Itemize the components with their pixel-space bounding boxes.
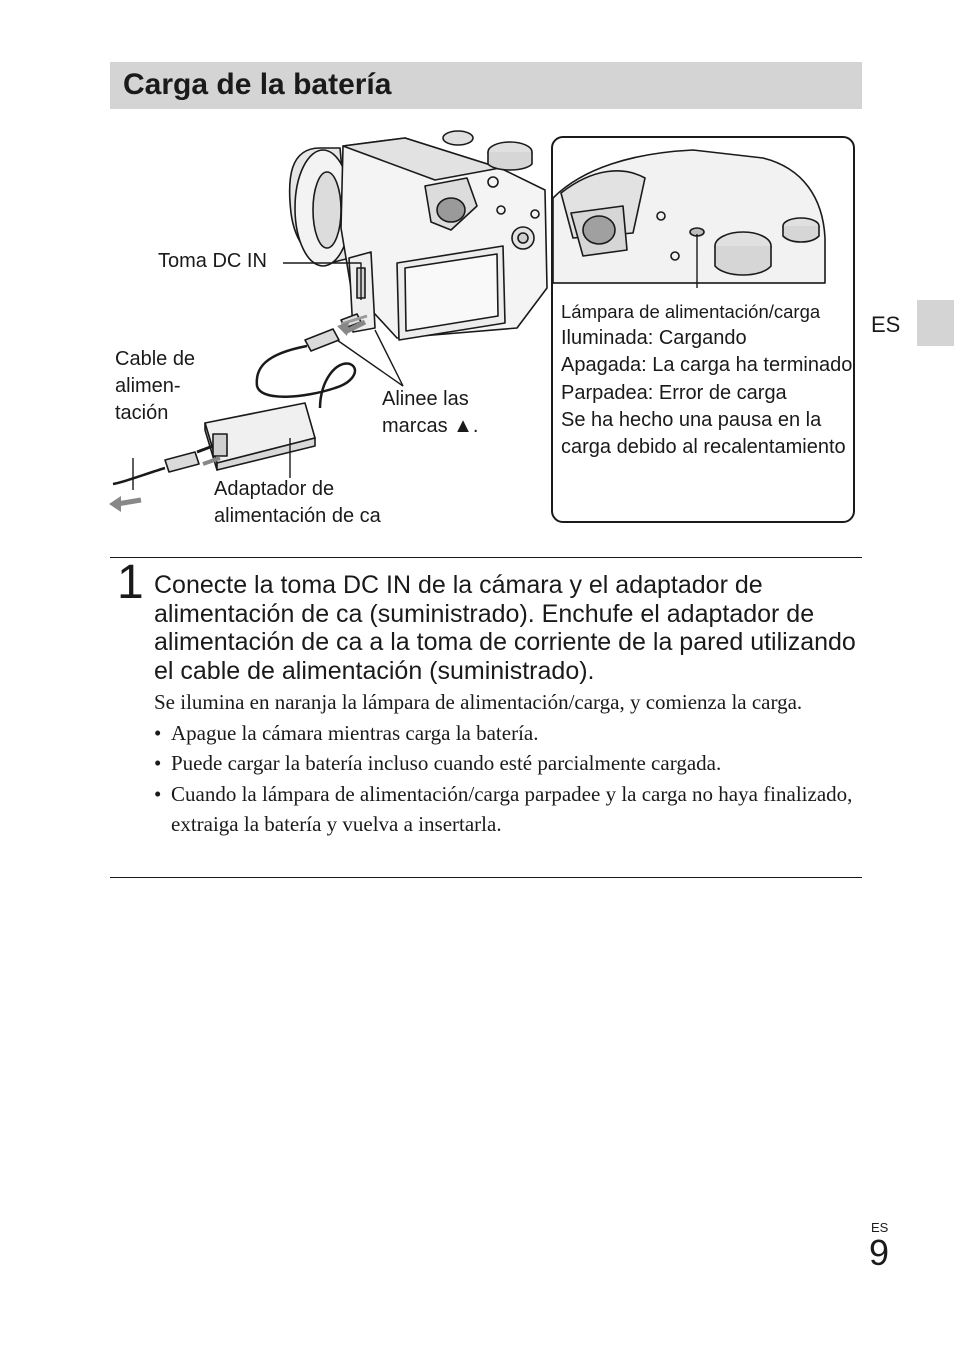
power-cable-label: Cable de alimen- tación <box>115 348 196 424</box>
step-description: Se ilumina en naranja la lámpara de alimentación/carga, y comienza la carga. <box>154 690 803 714</box>
align-marks-label: Alinee las marcas ▲. <box>382 388 479 437</box>
section-divider-bottom <box>110 877 862 878</box>
callout-line: Apagada: La carga ha terminado <box>561 354 853 377</box>
step-number: 1 <box>117 556 144 609</box>
notes-list <box>154 718 854 840</box>
camera-charging-illustration <box>105 118 565 538</box>
language-tab <box>917 300 954 346</box>
section-divider-top <box>110 557 862 558</box>
charge-lamp-description <box>561 298 853 461</box>
step-heading: Conecte la toma DC IN de la cámara y el adaptador de alimentación de ca (suministrado). Enchufe el adaptador de alimentación de ca a la toma de corriente de la pared utilizando el cable de alimentación (suministrado). <box>154 571 856 685</box>
list-item: • Apague la cámara mientras carga la batería. <box>154 718 854 749</box>
callout-line: Iluminada: Cargando <box>561 327 747 350</box>
list-item: • Cuando la lámpara de alimentación/carga parpadee y la carga no haya finalizado, extraiga la batería y vuelva a insertarla. <box>154 779 854 840</box>
footer-language: ES <box>871 1220 889 1235</box>
callout-line: Parpadea: Error de carga <box>561 381 787 404</box>
callout-title: Lámpara de alimentación/carga <box>561 301 821 322</box>
list-item: • Puede cargar la batería incluso cuando esté parcialmente cargada. <box>154 748 854 779</box>
callout-line: Se ha hecho una pausa en la carga debido al recalentamiento <box>561 408 846 459</box>
language-tab-label: ES <box>871 312 901 337</box>
page-number: 9 <box>869 1232 890 1273</box>
page-title: Carga de la batería <box>123 68 392 101</box>
ac-adapter-label: Adaptador de alimentación de ca <box>214 478 381 527</box>
step-body <box>154 687 854 840</box>
charge-lamp-closeup-illustration <box>553 138 853 288</box>
charge-lamp-callout <box>551 136 855 523</box>
dc-in-label: Toma DC IN <box>158 250 267 272</box>
